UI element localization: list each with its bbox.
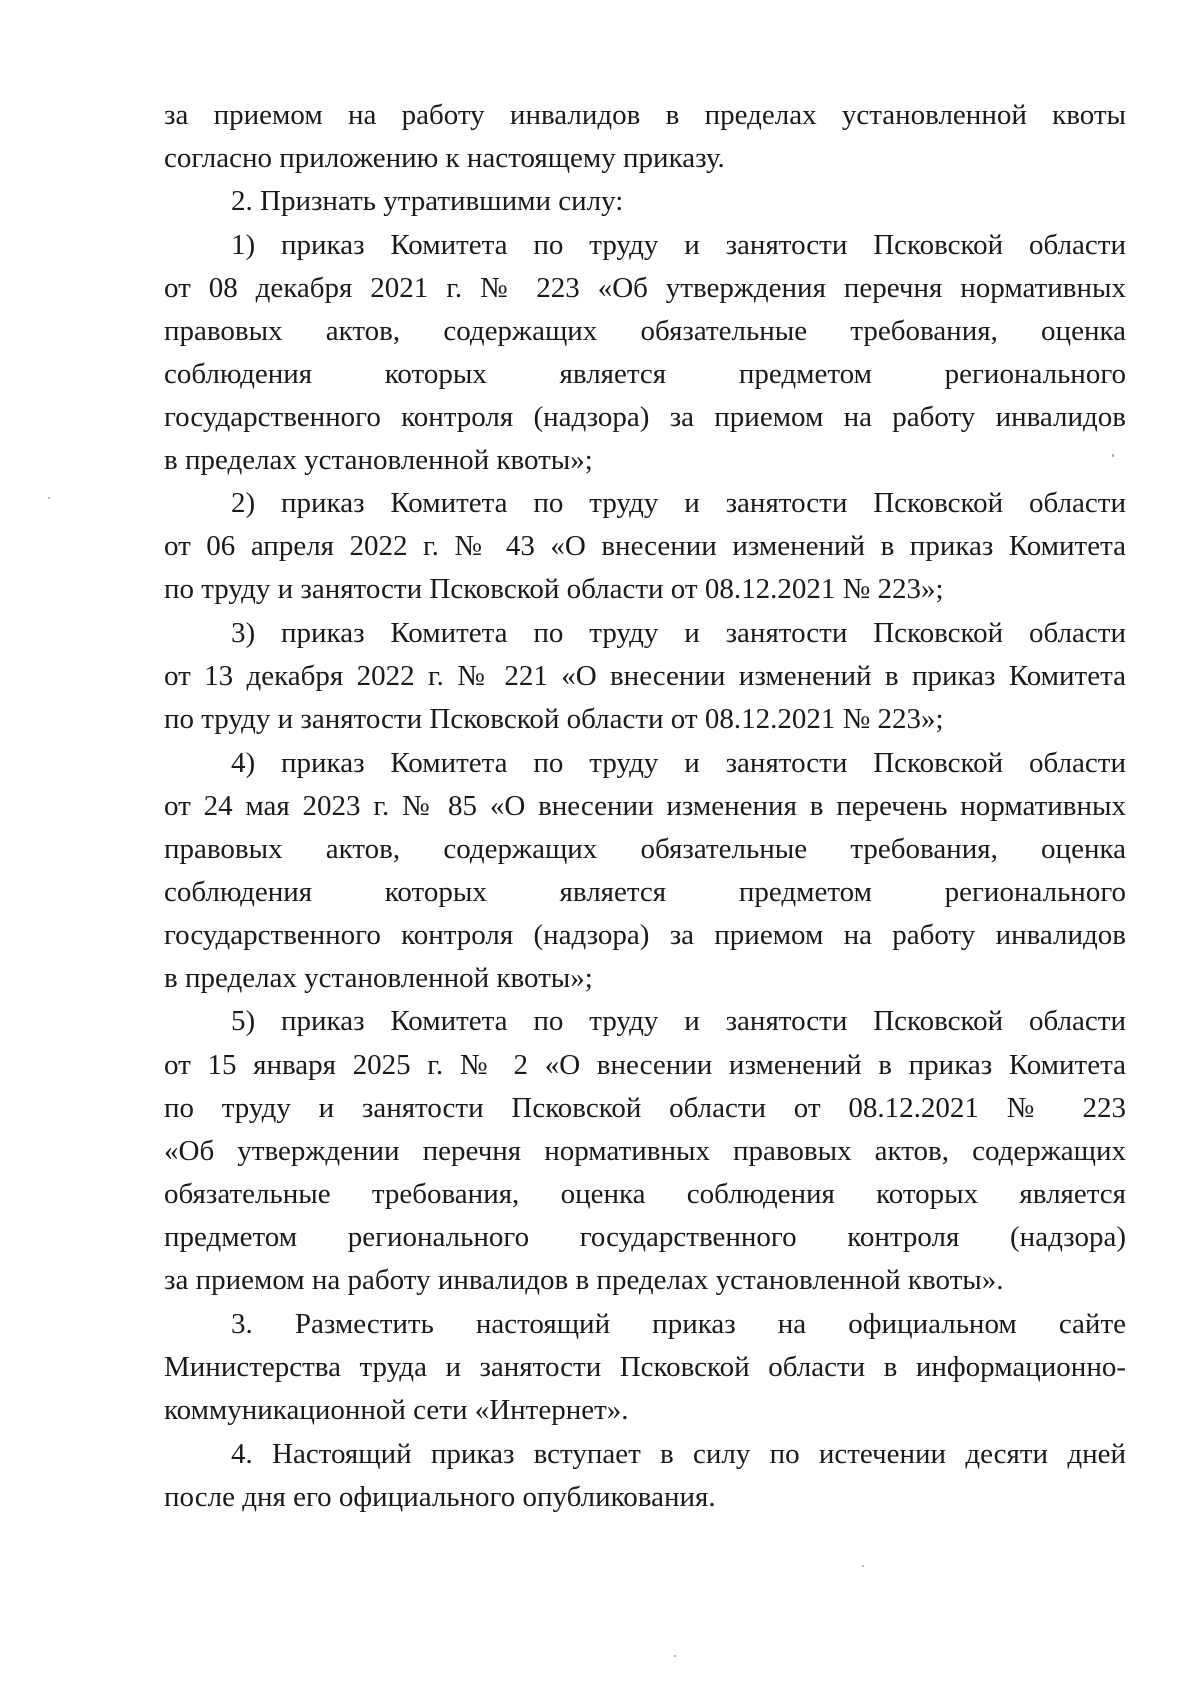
text-line: 3. Разместить настоящий приказ на официальном сайте (231, 1308, 1126, 1340)
scan-speck (674, 1655, 676, 1657)
text-line: по труду и занятости Псковской области от 08.12.2021 № 223»; (164, 703, 944, 735)
text-line: 4) приказ Комитета по труду и занятости Псковской области (231, 747, 1126, 779)
text-line: в пределах установленной квоты»; (164, 962, 593, 994)
text-line: соблюдения которых является предметом регионального (164, 358, 1126, 390)
text-line: 2) приказ Комитета по труду и занятости Псковской области (231, 487, 1126, 519)
text-line: от 13 декабря 2022 г. № 221 «О внесении изменений в приказ Комитета (164, 660, 1126, 692)
text-line: 1) приказ Комитета по труду и занятости Псковской области (231, 229, 1126, 261)
text-line: 3) приказ Комитета по труду и занятости Псковской области (231, 617, 1126, 649)
text-line: коммуникационной сети «Интернет». (164, 1394, 629, 1426)
text-line: правовых актов, содержащих обязательные требования, оценка (164, 833, 1126, 865)
text-line: от 08 декабря 2021 г. № 223 «Об утверждения перечня нормативных (164, 272, 1126, 304)
paragraph-heading: 2. Признать утратившими силу: (231, 185, 624, 217)
text-line: «Об утверждении перечня нормативных правовых актов, содержащих (164, 1135, 1126, 1167)
text-line: 4. Настоящий приказ вступает в силу по истечении десяти дней (231, 1438, 1126, 1470)
text-line: согласно приложению к настоящему приказу. (164, 142, 725, 174)
text-line: соблюдения которых является предметом регионального (164, 876, 1126, 908)
scan-speck (1112, 454, 1114, 457)
text-line: от 15 января 2025 г. № 2 «О внесении изменений в приказ Комитета (164, 1049, 1126, 1081)
text-line: 5) приказ Комитета по труду и занятости Псковской области (231, 1005, 1126, 1037)
text-line: от 24 мая 2023 г. № 85 «О внесении изменения в перечень нормативных (164, 790, 1126, 822)
scan-speck (862, 1565, 864, 1567)
text-line: в пределах установленной квоты»; (164, 444, 593, 476)
text-line: по труду и занятости Псковской области от 08.12.2021 № 223 (164, 1092, 1126, 1124)
scan-speck (48, 497, 50, 499)
text-line: государственного контроля (надзора) за приемом на работу инвалидов (164, 919, 1126, 951)
text-line: за приемом на работу инвалидов в пределах установленной квоты». (164, 1264, 1004, 1296)
text-line: государственного контроля (надзора) за приемом на работу инвалидов (164, 401, 1126, 433)
text-line: Министерства труда и занятости Псковской области в информационно- (164, 1351, 1126, 1383)
text-line: по труду и занятости Псковской области от 08.12.2021 № 223»; (164, 573, 944, 605)
text-line: за приемом на работу инвалидов в пределах установленной квоты (164, 99, 1126, 131)
text-line: от 06 апреля 2022 г. № 43 «О внесении изменений в приказ Комитета (164, 530, 1126, 562)
text-line: обязательные требования, оценка соблюдения которых является (164, 1178, 1126, 1210)
text-line: после дня его официального опубликования. (164, 1481, 716, 1513)
text-line: правовых актов, содержащих обязательные требования, оценка (164, 315, 1126, 347)
text-line: предметом регионального государственного контроля (надзора) (164, 1221, 1126, 1253)
